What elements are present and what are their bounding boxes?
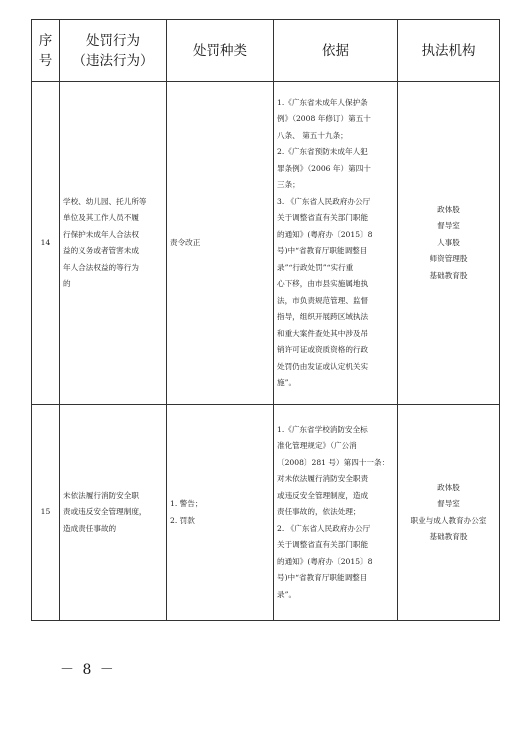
enforcement-org-cell: [398, 405, 500, 621]
basis-line: 的通知》(粤府办〔2015〕8: [277, 229, 373, 239]
violation-cell: [60, 82, 167, 405]
violation-line: 学校、幼儿园、托儿所等: [63, 196, 147, 206]
basis-line: 处罚仍由发证或认定机关实: [277, 361, 369, 371]
org-line: 基础教育股: [429, 270, 468, 280]
header-act-line-2: （违法行为）: [72, 52, 154, 69]
basis-line: 法，市负责规范管理、监督: [277, 295, 369, 305]
basis-line: 对未依法履行消防安全职责: [277, 474, 369, 484]
basis-line: 罪条例》（2006 年）第四十: [277, 163, 371, 173]
header-type: 处罚种类: [167, 20, 274, 82]
org-line: 职业与成人教育办公室: [410, 515, 487, 525]
basis-line: 号)中“省教育厅职能调整目: [277, 246, 368, 255]
violation-cell: [60, 405, 167, 621]
basis-line: 2. 《广东省人民政府办公厅: [277, 523, 371, 533]
table-row: [32, 405, 500, 621]
row-number: 15: [32, 405, 60, 621]
header-no-line-1: 序: [38, 32, 53, 49]
basis-line: 或违反安全管理制度，造成: [277, 490, 369, 500]
org-line: 督导室: [437, 499, 460, 508]
violation-line: 单位及其工作人员不履: [63, 213, 139, 222]
header-basis: 依据: [274, 20, 398, 82]
violation-line: 责或违反安全管理制度，: [63, 507, 147, 517]
basis-line: 指导，组织开展跨区域执法: [277, 312, 369, 321]
page-number: － 8 －: [60, 662, 116, 678]
violation-line: 未依法履行消防安全职: [63, 490, 139, 500]
basis-line: 销许可证或资质资格的行政: [277, 345, 369, 354]
basis-line: 和重大案件查处其中涉及吊: [277, 328, 369, 338]
basis-line: 3. 《广东省人民政府办公厅: [277, 196, 371, 206]
basis-line: 2.《广东省预防未成年人犯: [277, 147, 368, 156]
org-line: 人事股: [437, 237, 460, 247]
basis-line: 施”。: [277, 378, 297, 387]
basis-line: 准化管理规定》（广公消: [277, 441, 357, 451]
header-act-line-1: 处罚行为: [86, 32, 140, 49]
org-line: 基础教育股: [429, 532, 468, 541]
basis-line: 的通知》(粤府办〔2015〕8: [277, 556, 373, 566]
basis-line: 〔2008〕281 号）第四十一条：: [277, 457, 390, 467]
penalty-type-line: 责令改正: [170, 237, 201, 247]
header-no: [32, 20, 60, 82]
basis-line: 三条；: [277, 180, 300, 189]
penalty-type-cell: [167, 82, 274, 405]
basis-line: 录”。: [277, 589, 297, 599]
basis-line: 心下移，由市县实施属地执: [277, 279, 369, 288]
row-number: 14: [32, 82, 60, 405]
violation-line: 造成责任事故的: [63, 523, 117, 533]
penalty-type-cell: [167, 405, 274, 621]
penalty-table: [31, 19, 500, 621]
header-row: [32, 20, 500, 82]
violation-line: 行保护未成年人合法权: [63, 229, 139, 239]
enforcement-org-cell: [398, 82, 500, 405]
basis-line: 责任事故的，依法处理；: [277, 507, 361, 517]
legal-basis-cell: [274, 82, 398, 405]
basis-line: 八条、 第五十九条；: [277, 130, 348, 140]
basis-line: 号)中“省教育厅职能调整目: [277, 573, 368, 583]
org-line: 督导室: [437, 221, 460, 231]
org-line: 师资管理股: [429, 254, 468, 264]
basis-line: 关于调整省直有关部门职能: [277, 540, 369, 550]
org-line: 政体股: [437, 482, 460, 492]
legal-basis-cell: [274, 405, 398, 621]
table-row: [32, 82, 500, 405]
basis-line: 例》（2008 年修订）第五十: [277, 114, 371, 123]
penalty-type-line: 2. 罚款: [170, 515, 195, 525]
basis-line: 1.《广东省学校消防安全标: [277, 424, 368, 434]
basis-line: 1.《广东省未成年人保护条: [277, 97, 368, 107]
violation-line: 年人合法权益的等行为: [63, 262, 139, 272]
org-line: 政体股: [437, 204, 460, 214]
violation-line: 的: [63, 279, 71, 288]
header-no-line-2: 号: [38, 52, 53, 69]
header-act: [60, 20, 167, 82]
header-org: 执法机构: [398, 20, 500, 82]
penalty-type-line: 1. 警告；: [170, 499, 203, 508]
basis-line: 关于调整省直有关部门职能: [277, 213, 369, 222]
violation-line: 益的义务或者管害未成: [63, 246, 139, 255]
basis-line: 录”“行政处罚”“实行重: [277, 262, 354, 272]
